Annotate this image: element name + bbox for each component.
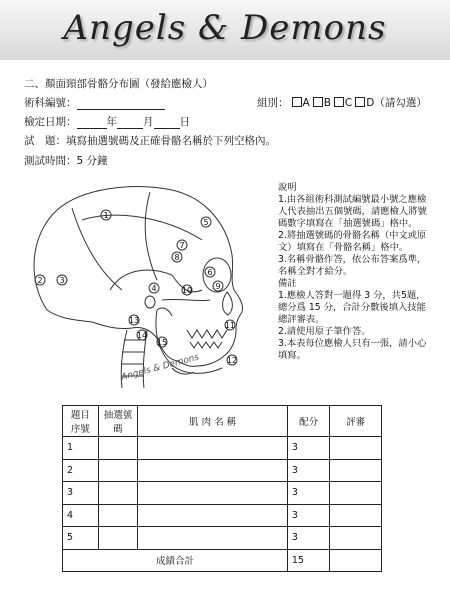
month-label: 月 [143, 116, 154, 128]
svg-text:12: 12 [226, 356, 238, 365]
time-text: 測試時間：5 分鐘 [24, 155, 108, 167]
judge-cell[interactable] [330, 482, 382, 505]
svg-text:1: 1 [103, 211, 109, 220]
group-b-checkbox[interactable] [313, 97, 323, 107]
remark-item-1: 1.應檢人答對一題得 3 分，共5題，總分爲 15 分，合計分數後填入技能總評審表。 [278, 290, 426, 325]
header-seq: 題目序號 [63, 406, 99, 437]
row-score: 3 [287, 527, 329, 550]
group-c-checkbox[interactable] [334, 97, 344, 107]
svg-text:3: 3 [59, 276, 65, 285]
group-c-label: C [344, 97, 353, 109]
row-score: 3 [287, 437, 329, 460]
header-banner [0, 0, 450, 60]
zygomatic-arch [162, 299, 210, 300]
svg-text:11: 11 [224, 321, 236, 330]
row-score: 3 [287, 504, 329, 527]
group-row [257, 95, 427, 110]
skull-diagram [22, 180, 257, 390]
judge-cell[interactable] [330, 459, 382, 482]
note-item-3: 3.名稱骨骼作答，依公布答案爲準，名稱全對才給分。 [278, 254, 427, 277]
svg-text:8: 8 [174, 253, 180, 262]
label-7 [177, 240, 187, 250]
remark-item-3: 3.本表每位應檢人只有一張，請小心填寫。 [278, 338, 427, 361]
note-item-1: 1.由各組術科測試編號最小號之應檢人代表抽出五個號碼，請應檢人將號碼數字填寫在「抽選號碼」格中。 [278, 194, 427, 229]
svg-text:5: 5 [203, 218, 209, 227]
total-row [63, 549, 382, 572]
row-seq: 1 [63, 437, 99, 460]
svg-text:14: 14 [136, 331, 148, 340]
svg-text:10: 10 [181, 286, 193, 295]
code-cell[interactable] [98, 437, 138, 460]
svg-text:13: 13 [128, 316, 140, 325]
svg-text:2: 2 [37, 276, 43, 285]
svg-text:4: 4 [151, 284, 157, 293]
label-10 [182, 285, 192, 295]
row-score: 3 [287, 459, 329, 482]
teeth [187, 330, 227, 338]
table-header-row [63, 406, 382, 437]
row-seq: 2 [63, 459, 99, 482]
remarks-heading: 備註 [278, 278, 297, 289]
header-code: 抽選號碼 [98, 406, 138, 437]
page-title: Angels & Demons [63, 8, 387, 48]
task-row [24, 133, 276, 148]
table-row [63, 504, 382, 527]
judge-cell[interactable] [330, 437, 382, 460]
year-label: 年 [106, 116, 117, 128]
header-score: 配分 [287, 406, 329, 437]
remark-item-2: 2.請使用原子筆作答。 [278, 326, 371, 337]
label-12 [227, 355, 237, 365]
judge-cell[interactable] [330, 527, 382, 550]
row-seq: 3 [63, 482, 99, 505]
total-label: 成績合計 [63, 549, 288, 572]
row-seq: 5 [63, 527, 99, 550]
date-label: 檢定日期： [24, 116, 77, 128]
instructions-panel [278, 182, 428, 362]
candidate-number-field[interactable] [77, 99, 165, 110]
label-13 [129, 315, 139, 325]
label-6 [205, 267, 215, 277]
month-field[interactable] [117, 118, 143, 129]
label-2 [35, 275, 45, 285]
squamous-suture [110, 270, 172, 290]
label-9 [213, 281, 223, 291]
task-text: 填寫抽選號碼及正確骨骼名稱於下列空格內。 [66, 135, 276, 147]
code-cell[interactable] [98, 527, 138, 550]
name-cell[interactable] [138, 504, 288, 527]
section-heading: 二、顏面頸部骨骼分布圖（發給應檢人） [24, 78, 213, 90]
group-d-checkbox[interactable] [355, 97, 365, 107]
label-14 [137, 330, 147, 340]
notes-heading: 說明 [278, 182, 297, 193]
task-label: 試 題： [24, 135, 66, 147]
label-15 [157, 337, 167, 347]
name-cell[interactable] [138, 459, 288, 482]
name-cell[interactable] [138, 482, 288, 505]
year-field[interactable] [77, 118, 107, 129]
group-d-label: D [366, 97, 375, 109]
coronal-suture [145, 192, 157, 280]
nasal-cavity [223, 292, 233, 315]
table-row [63, 437, 382, 460]
group-label: 組別： [257, 97, 289, 109]
header-name: 肌 肉 名 稱 [138, 406, 288, 437]
code-cell[interactable] [98, 482, 138, 505]
table-row [63, 482, 382, 505]
watermark: Angels & Demons [120, 352, 201, 383]
note-item-2: 2.將抽選號碼的骨骼名稱（中文或原文）填寫在「骨骼名稱」格中。 [278, 230, 427, 253]
day-label: 日 [179, 116, 190, 128]
judge-cell[interactable] [330, 504, 382, 527]
name-cell[interactable] [138, 527, 288, 550]
candidate-label: 術科編號： [24, 97, 77, 109]
group-note: （請勾選） [374, 97, 427, 109]
table-row [63, 527, 382, 550]
total-judge-cell[interactable] [330, 549, 382, 572]
label-3 [57, 275, 67, 285]
row-seq: 4 [63, 504, 99, 527]
teeth-lower [190, 342, 222, 348]
header-judge: 評審 [330, 406, 382, 437]
label-8 [172, 252, 182, 262]
code-cell[interactable] [98, 459, 138, 482]
day-field[interactable] [154, 118, 180, 129]
score-table [62, 405, 382, 572]
ear-opening [145, 296, 155, 308]
row-score: 3 [287, 482, 329, 505]
group-a-checkbox[interactable] [292, 97, 302, 107]
svg-text:15: 15 [156, 338, 168, 347]
label-5 [201, 217, 211, 227]
name-cell[interactable] [138, 437, 288, 460]
svg-text:7: 7 [179, 241, 185, 250]
mandible-ramus [157, 308, 172, 316]
lambdoid-suture [72, 208, 122, 290]
label-11 [225, 320, 235, 330]
total-score: 15 [287, 549, 329, 572]
svg-text:9: 9 [215, 282, 221, 291]
candidate-row [24, 95, 165, 110]
date-row [24, 114, 190, 129]
table-row [63, 459, 382, 482]
temporal-line [82, 215, 202, 240]
code-cell[interactable] [98, 504, 138, 527]
group-b-label: B [323, 97, 331, 109]
label-4 [149, 283, 159, 293]
group-a-label: A [302, 97, 310, 109]
svg-text:6: 6 [207, 268, 213, 277]
